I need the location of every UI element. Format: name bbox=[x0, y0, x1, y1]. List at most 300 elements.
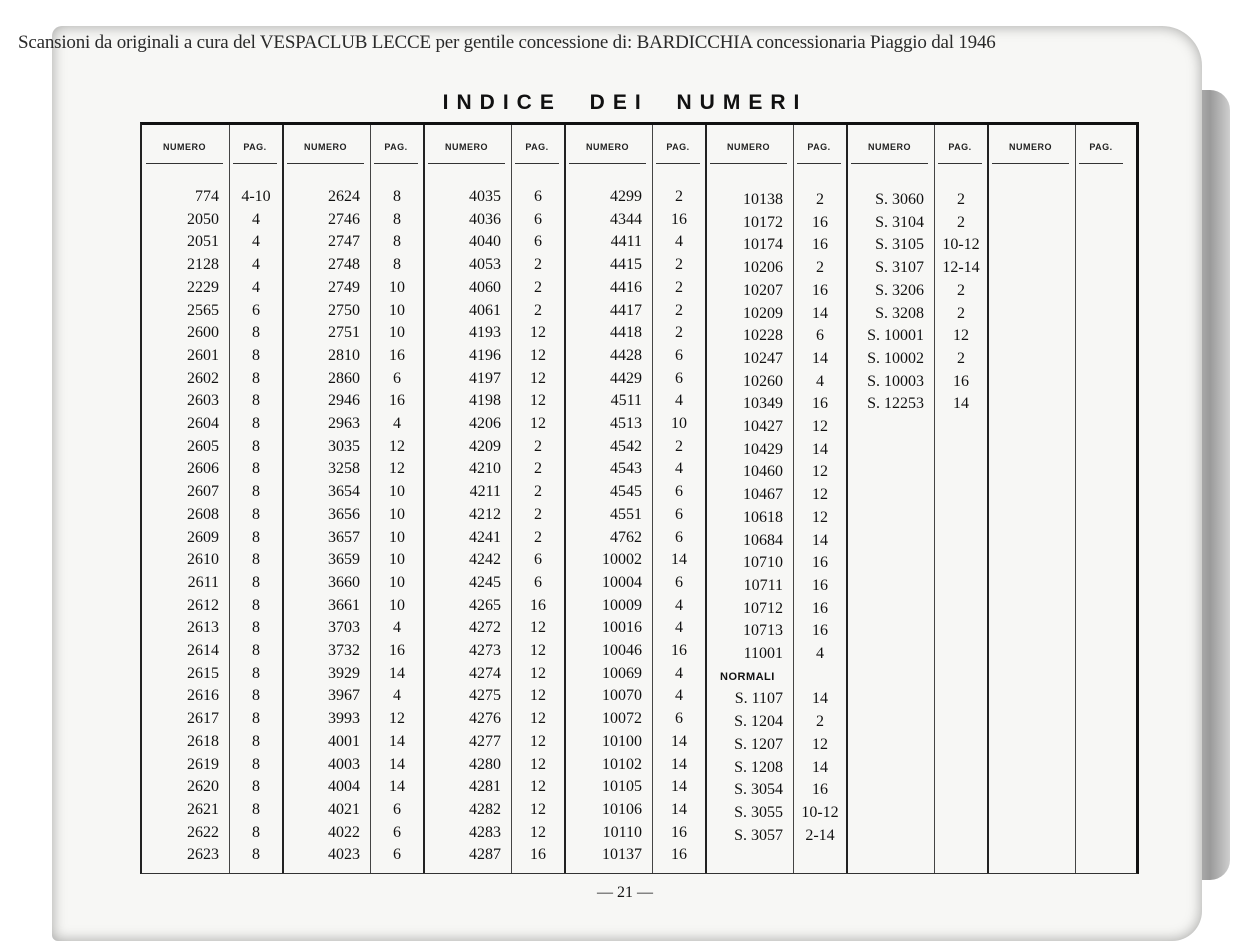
pag-cell: 4 bbox=[252, 210, 260, 228]
pag-cell: 2 bbox=[675, 188, 683, 205]
numero-cell: S. 3105 bbox=[875, 236, 924, 254]
numero-cell: 2617 bbox=[187, 710, 219, 728]
pag-cell: 8 bbox=[252, 324, 260, 342]
pag-cell: 4 bbox=[393, 619, 401, 637]
numero-cell: 4542 bbox=[610, 437, 642, 455]
pag-cell: 12 bbox=[389, 460, 405, 478]
numero-cell: 4061 bbox=[469, 301, 501, 319]
numero-cell: 10209 bbox=[743, 304, 783, 322]
pag-cell: 4 bbox=[675, 233, 683, 251]
pag-cell: 12 bbox=[530, 324, 546, 342]
pag-cell: 4 bbox=[252, 278, 260, 296]
pag-cell: 8 bbox=[252, 528, 260, 546]
numero-cell: S. 12253 bbox=[867, 395, 924, 413]
header-pag: PAG. bbox=[797, 131, 841, 164]
pag-cell: 6 bbox=[816, 327, 824, 345]
numero-cell: 4211 bbox=[469, 483, 501, 501]
pag-cell: 6 bbox=[675, 573, 683, 591]
numero-cell: 4411 bbox=[610, 233, 642, 251]
numero-cell: 4197 bbox=[469, 369, 501, 387]
header-numero: NUMERO bbox=[146, 131, 223, 164]
pag-cell: 6 bbox=[675, 710, 683, 728]
pag-cell: 2 bbox=[534, 256, 542, 274]
numero-cell: 2611 bbox=[187, 573, 219, 591]
pag-cell: 2 bbox=[534, 505, 542, 523]
numero-cell: 4551 bbox=[610, 505, 642, 523]
numero-cell: 2608 bbox=[187, 505, 219, 523]
pag-cell: 12 bbox=[530, 778, 546, 796]
pag-cell: 4 bbox=[393, 687, 401, 705]
numero-cell: 10009 bbox=[602, 596, 642, 614]
pag-cell: 8 bbox=[393, 233, 401, 251]
header-numero: NUMERO bbox=[992, 131, 1069, 164]
pag-cell: 10 bbox=[389, 324, 405, 342]
pag-cell: 4 bbox=[816, 372, 824, 390]
numero-cell: 10206 bbox=[743, 259, 783, 277]
pag-cell: 10 bbox=[389, 596, 405, 614]
pag-cell: 14 bbox=[812, 531, 828, 549]
numero-cell: 2601 bbox=[187, 346, 219, 364]
numero-cell: 4210 bbox=[469, 460, 501, 478]
numero-cell: 10684 bbox=[743, 531, 783, 549]
numero-cell: 10070 bbox=[602, 687, 642, 705]
pag-cell: 14 bbox=[812, 440, 828, 458]
numero-cell: 3967 bbox=[328, 687, 360, 705]
pag-cell: 12-14 bbox=[942, 259, 980, 277]
pag-cell: 12 bbox=[530, 346, 546, 364]
header-pag: PAG. bbox=[233, 131, 277, 164]
numero-cell: 10712 bbox=[743, 599, 783, 617]
pag-cell: 16 bbox=[812, 213, 828, 231]
numero-cell: 4344 bbox=[610, 210, 642, 228]
pag-cell: 4 bbox=[675, 460, 683, 478]
pag-cell: 2 bbox=[816, 713, 824, 731]
numero-cell: 4281 bbox=[469, 778, 501, 796]
pag-cell: 6 bbox=[675, 528, 683, 546]
pag-cell: 14 bbox=[671, 755, 687, 773]
pag-cell: 10-12 bbox=[942, 236, 980, 254]
pag-cell: 6 bbox=[534, 210, 542, 228]
pag-cell: 12 bbox=[530, 687, 546, 705]
pag-cell: 8 bbox=[252, 755, 260, 773]
pag-cell: 12 bbox=[530, 619, 546, 637]
pag-cell: 12 bbox=[530, 369, 546, 387]
numero-cell: 4209 bbox=[469, 437, 501, 455]
numero-cell: 3660 bbox=[328, 573, 360, 591]
numero-cell: 10069 bbox=[602, 664, 642, 682]
numero-cell: 2749 bbox=[328, 278, 360, 296]
pag-cell: 4 bbox=[252, 233, 260, 251]
pag-cell: 12 bbox=[530, 823, 546, 841]
pag-cell: 4 bbox=[675, 619, 683, 637]
numero-cell: 10046 bbox=[602, 642, 642, 659]
pag-cell: 8 bbox=[252, 437, 260, 455]
numero-cell: 2616 bbox=[187, 687, 219, 705]
numero-cell: 3661 bbox=[328, 596, 360, 614]
numero-cell: S. 1107 bbox=[734, 690, 783, 708]
numero-cell: S. 3054 bbox=[734, 781, 783, 799]
numero-cell: 10100 bbox=[602, 732, 642, 750]
pag-cell: 8 bbox=[252, 346, 260, 364]
numero-cell: 2750 bbox=[328, 301, 360, 319]
pag-cell: 2 bbox=[816, 259, 824, 277]
numero-cell: 4206 bbox=[469, 415, 501, 432]
numero-cell: 10004 bbox=[602, 573, 642, 591]
pag-cell: 8 bbox=[252, 596, 260, 614]
pag-cell: 8 bbox=[252, 732, 260, 750]
pag-cell: 16 bbox=[530, 596, 546, 614]
numero-cell: 2860 bbox=[328, 369, 360, 387]
pag-cell: 2 bbox=[534, 483, 542, 501]
pag-cell: 16 bbox=[812, 281, 828, 299]
pag-cell: 6 bbox=[675, 505, 683, 523]
numero-cell: S. 3208 bbox=[875, 304, 924, 322]
pag-cell: 2 bbox=[675, 278, 683, 296]
numero-cell: 2619 bbox=[187, 755, 219, 773]
numero-cell: 4545 bbox=[610, 483, 642, 501]
header-pag: PAG. bbox=[1079, 131, 1123, 164]
header-pag: PAG. bbox=[656, 131, 700, 164]
page-title: INDICE DEI NUMERI bbox=[442, 91, 808, 114]
pag-cell: 14 bbox=[389, 664, 405, 682]
numero-cell: 3993 bbox=[328, 710, 360, 728]
pag-cell: 12 bbox=[812, 735, 828, 753]
section-label: NORMALI bbox=[720, 670, 775, 683]
pag-cell: 10 bbox=[389, 301, 405, 319]
numero-cell: 2604 bbox=[187, 415, 219, 432]
pag-cell: 14 bbox=[389, 755, 405, 773]
numero-cell: 10072 bbox=[602, 710, 642, 728]
numero-cell: 2618 bbox=[187, 732, 219, 750]
numero-cell: 10106 bbox=[602, 800, 642, 818]
pag-cell: 14 bbox=[389, 778, 405, 796]
numero-cell: 2051 bbox=[187, 233, 219, 251]
pag-cell: 16 bbox=[389, 642, 405, 659]
pag-cell: 14 bbox=[389, 732, 405, 750]
numero-cell: 10002 bbox=[602, 551, 642, 569]
header-numero: NUMERO bbox=[428, 131, 505, 164]
numero-cell: 4283 bbox=[469, 823, 501, 841]
pag-cell: 14 bbox=[812, 304, 828, 322]
numero-cell: 10207 bbox=[743, 281, 783, 299]
pag-cell: 16 bbox=[389, 346, 405, 364]
scan-caption: Scansioni da originali a cura del VESPACLUB LECCE per gentile concessione di: BARDICCHIA concessionaria Piaggio dal 1946 bbox=[18, 32, 996, 53]
pag-cell: 2 bbox=[957, 304, 965, 322]
pag-cell: 2 bbox=[957, 191, 965, 208]
numero-cell: S. 3060 bbox=[875, 191, 924, 208]
pag-cell: 16 bbox=[812, 554, 828, 572]
pag-cell: 4 bbox=[675, 664, 683, 682]
pag-cell: 14 bbox=[671, 778, 687, 796]
header-numero: NUMERO bbox=[287, 131, 364, 164]
numero-cell: 4274 bbox=[469, 664, 501, 682]
numero-cell: 4418 bbox=[610, 324, 642, 342]
pag-cell: 2 bbox=[534, 528, 542, 546]
pag-cell: 8 bbox=[393, 188, 401, 205]
numero-cell: S. 10003 bbox=[867, 372, 924, 390]
numero-cell: 3659 bbox=[328, 551, 360, 569]
numero-cell: 4275 bbox=[469, 687, 501, 705]
pag-cell: 2 bbox=[534, 460, 542, 478]
pag-cell: 2 bbox=[675, 324, 683, 342]
pag-cell: 6 bbox=[534, 573, 542, 591]
pag-cell: 10 bbox=[389, 551, 405, 569]
pag-cell: 6 bbox=[675, 346, 683, 364]
numero-cell: 4242 bbox=[469, 551, 501, 569]
pag-cell: 10 bbox=[389, 483, 405, 501]
pag-cell: 12 bbox=[530, 642, 546, 659]
pag-cell: 12 bbox=[530, 392, 546, 410]
pag-cell: 8 bbox=[393, 210, 401, 228]
pag-cell: 8 bbox=[252, 710, 260, 728]
pag-cell: 8 bbox=[252, 664, 260, 682]
numero-cell: S. 10001 bbox=[867, 327, 924, 345]
numero-cell: 10467 bbox=[743, 486, 783, 504]
numero-cell: 10016 bbox=[602, 619, 642, 637]
pag-cell: 10-12 bbox=[801, 803, 839, 821]
pag-cell: 6 bbox=[534, 233, 542, 251]
numero-cell: 2609 bbox=[187, 528, 219, 546]
pag-cell: 6 bbox=[675, 369, 683, 387]
numero-cell: 4280 bbox=[469, 755, 501, 773]
numero-cell: 2746 bbox=[328, 210, 360, 228]
pag-cell: 12 bbox=[812, 508, 828, 526]
pag-cell: 8 bbox=[252, 573, 260, 591]
pag-cell: 10 bbox=[389, 573, 405, 591]
pag-cell: 8 bbox=[252, 460, 260, 478]
pag-cell: 16 bbox=[812, 781, 828, 799]
pag-cell: 14 bbox=[812, 758, 828, 776]
header-numero: NUMERO bbox=[851, 131, 928, 164]
header-pag: PAG. bbox=[515, 131, 559, 164]
pag-cell: 8 bbox=[393, 256, 401, 274]
pag-cell: 16 bbox=[671, 210, 687, 228]
numero-cell: 10349 bbox=[743, 395, 783, 413]
numero-cell: 10260 bbox=[743, 372, 783, 390]
numero-cell: 4417 bbox=[610, 301, 642, 319]
pag-cell: 14 bbox=[812, 349, 828, 367]
numero-cell: 10247 bbox=[743, 349, 783, 367]
pag-cell: 16 bbox=[812, 236, 828, 254]
pag-cell: 4 bbox=[675, 596, 683, 614]
numero-cell: 10427 bbox=[743, 418, 783, 435]
pag-cell: 14 bbox=[671, 800, 687, 818]
pag-cell: 8 bbox=[252, 687, 260, 705]
column-divider bbox=[988, 125, 1076, 873]
numero-cell: 2128 bbox=[187, 256, 219, 274]
numero-cell: 4415 bbox=[610, 256, 642, 274]
pag-cell: 4-10 bbox=[241, 188, 271, 205]
numero-cell: 2613 bbox=[187, 619, 219, 637]
numero-cell: 2600 bbox=[187, 324, 219, 342]
pag-cell: 10 bbox=[389, 278, 405, 296]
numero-cell: 4762 bbox=[610, 528, 642, 546]
numero-cell: 2747 bbox=[328, 233, 360, 251]
pag-cell: 8 bbox=[252, 505, 260, 523]
pag-cell: 4 bbox=[252, 256, 260, 274]
numero-cell: 10110 bbox=[602, 823, 642, 841]
numero-cell: S. 1207 bbox=[734, 735, 783, 753]
pag-cell: 10 bbox=[389, 505, 405, 523]
numero-cell: 4513 bbox=[610, 415, 642, 432]
numero-cell: 4004 bbox=[328, 778, 360, 796]
numero-cell: 2810 bbox=[328, 346, 360, 364]
numero-cell: 2603 bbox=[187, 392, 219, 410]
page-number: — 21 — bbox=[597, 884, 653, 901]
header-numero: NUMERO bbox=[710, 131, 787, 164]
numero-cell: 2615 bbox=[187, 664, 219, 682]
numero-cell: 4282 bbox=[469, 800, 501, 818]
numero-cell: S. 1204 bbox=[734, 713, 783, 731]
header-pag: PAG. bbox=[374, 131, 418, 164]
pag-cell: 16 bbox=[953, 372, 969, 390]
numero-cell: 2614 bbox=[187, 642, 219, 659]
pag-cell: 2 bbox=[534, 278, 542, 296]
numero-cell: 4196 bbox=[469, 346, 501, 364]
pag-cell: 2 bbox=[675, 437, 683, 455]
pag-cell: 2 bbox=[534, 301, 542, 319]
pag-cell: 2 bbox=[816, 191, 824, 208]
pag-cell: 8 bbox=[252, 551, 260, 569]
numero-cell: 2565 bbox=[187, 301, 219, 319]
numero-cell: S. 3206 bbox=[875, 281, 924, 299]
numero-cell: 4429 bbox=[610, 369, 642, 387]
numero-cell: 3732 bbox=[328, 642, 360, 659]
numero-cell: 10710 bbox=[743, 554, 783, 572]
numero-cell: 4212 bbox=[469, 505, 501, 523]
numero-cell: 10711 bbox=[743, 576, 783, 594]
numero-cell: 10172 bbox=[743, 213, 783, 231]
numero-cell: 4511 bbox=[610, 392, 642, 410]
pag-cell: 4 bbox=[675, 687, 683, 705]
pag-cell: 12 bbox=[530, 800, 546, 818]
numero-cell: 4277 bbox=[469, 732, 501, 750]
numero-cell: 4003 bbox=[328, 755, 360, 773]
numero-cell: 4023 bbox=[328, 846, 360, 864]
numero-cell: 4035 bbox=[469, 188, 501, 205]
numero-cell: 3703 bbox=[328, 619, 360, 637]
numero-cell: 10137 bbox=[602, 846, 642, 864]
numero-cell: S. 1208 bbox=[734, 758, 783, 776]
numero-cell: 3657 bbox=[328, 528, 360, 546]
pag-cell: 6 bbox=[675, 483, 683, 501]
pag-cell: 2 bbox=[957, 213, 965, 231]
numero-cell: 10713 bbox=[743, 622, 783, 640]
numero-cell: 4273 bbox=[469, 642, 501, 659]
numero-cell: 2607 bbox=[187, 483, 219, 501]
numero-cell: 2612 bbox=[187, 596, 219, 614]
numero-cell: 4272 bbox=[469, 619, 501, 637]
numero-cell: 4299 bbox=[610, 188, 642, 205]
pag-cell: 14 bbox=[671, 551, 687, 569]
pag-cell: 12 bbox=[530, 664, 546, 682]
pag-cell: 16 bbox=[530, 846, 546, 864]
numero-cell: S. 3057 bbox=[734, 826, 783, 844]
numero-cell: 4198 bbox=[469, 392, 501, 410]
numero-cell: 2621 bbox=[187, 800, 219, 818]
numero-cell: 4060 bbox=[469, 278, 501, 296]
pag-cell: 6 bbox=[393, 846, 401, 864]
pag-cell: 6 bbox=[393, 823, 401, 841]
numero-cell: 2610 bbox=[187, 551, 219, 569]
numero-cell: 2050 bbox=[187, 210, 219, 228]
pag-cell: 12 bbox=[530, 732, 546, 750]
pag-cell: 4 bbox=[675, 392, 683, 410]
numero-cell: 2622 bbox=[187, 823, 219, 841]
pag-cell: 16 bbox=[812, 576, 828, 594]
numero-cell: 4543 bbox=[610, 460, 642, 478]
pag-cell: 16 bbox=[812, 599, 828, 617]
pag-cell: 6 bbox=[534, 551, 542, 569]
pag-cell: 10 bbox=[671, 415, 687, 432]
pag-cell: 2-14 bbox=[805, 826, 835, 844]
numero-cell: 3929 bbox=[328, 664, 360, 682]
numero-cell: 4022 bbox=[328, 823, 360, 841]
numero-cell: 4001 bbox=[328, 732, 360, 750]
numero-cell: 2748 bbox=[328, 256, 360, 274]
pag-cell: 6 bbox=[393, 800, 401, 818]
pag-cell: 12 bbox=[389, 437, 405, 455]
numero-cell: 4241 bbox=[469, 528, 501, 546]
pag-cell: 16 bbox=[812, 622, 828, 640]
header-pag: PAG. bbox=[938, 131, 982, 164]
numero-cell: 10105 bbox=[602, 778, 642, 796]
numero-cell: 2751 bbox=[328, 324, 360, 342]
pag-cell: 8 bbox=[252, 800, 260, 818]
pag-cell: 8 bbox=[252, 392, 260, 410]
numero-cell: 10228 bbox=[743, 327, 783, 345]
numero-cell: 2605 bbox=[187, 437, 219, 455]
pag-cell: 16 bbox=[671, 823, 687, 841]
pag-cell: 2 bbox=[675, 301, 683, 319]
pag-cell: 8 bbox=[252, 369, 260, 387]
pag-cell: 14 bbox=[953, 395, 969, 413]
numero-cell: 2963 bbox=[328, 415, 360, 432]
numero-cell: 4040 bbox=[469, 233, 501, 251]
numero-cell: 4276 bbox=[469, 710, 501, 728]
numero-cell: 2623 bbox=[187, 846, 219, 864]
pag-cell: 6 bbox=[393, 369, 401, 387]
pag-cell: 4 bbox=[393, 415, 401, 432]
numero-cell: S. 10002 bbox=[867, 349, 924, 367]
numero-cell: 3656 bbox=[328, 505, 360, 523]
numero-cell: 10429 bbox=[743, 440, 783, 458]
numero-cell: 4021 bbox=[328, 800, 360, 818]
pag-cell: 14 bbox=[812, 690, 828, 708]
numero-cell: 4265 bbox=[469, 596, 501, 614]
pag-cell: 2 bbox=[534, 437, 542, 455]
pag-cell: 12 bbox=[530, 710, 546, 728]
numero-cell: 2602 bbox=[187, 369, 219, 387]
numero-cell: 2620 bbox=[187, 778, 219, 796]
pag-cell: 12 bbox=[953, 327, 969, 345]
pag-cell: 12 bbox=[389, 710, 405, 728]
pag-cell: 8 bbox=[252, 483, 260, 501]
pag-cell: 12 bbox=[812, 486, 828, 504]
numero-cell: 4036 bbox=[469, 210, 501, 228]
pag-cell: 12 bbox=[530, 415, 546, 432]
pag-cell: 8 bbox=[252, 619, 260, 637]
pag-cell: 8 bbox=[252, 642, 260, 659]
numero-cell: 4428 bbox=[610, 346, 642, 364]
pag-cell: 2 bbox=[957, 349, 965, 367]
pag-cell: 6 bbox=[534, 188, 542, 205]
numero-cell: 2229 bbox=[187, 278, 219, 296]
numero-cell: 3258 bbox=[328, 460, 360, 478]
numero-cell: 4193 bbox=[469, 324, 501, 342]
pag-cell: 4 bbox=[816, 645, 824, 662]
numero-cell: 3654 bbox=[328, 483, 360, 501]
